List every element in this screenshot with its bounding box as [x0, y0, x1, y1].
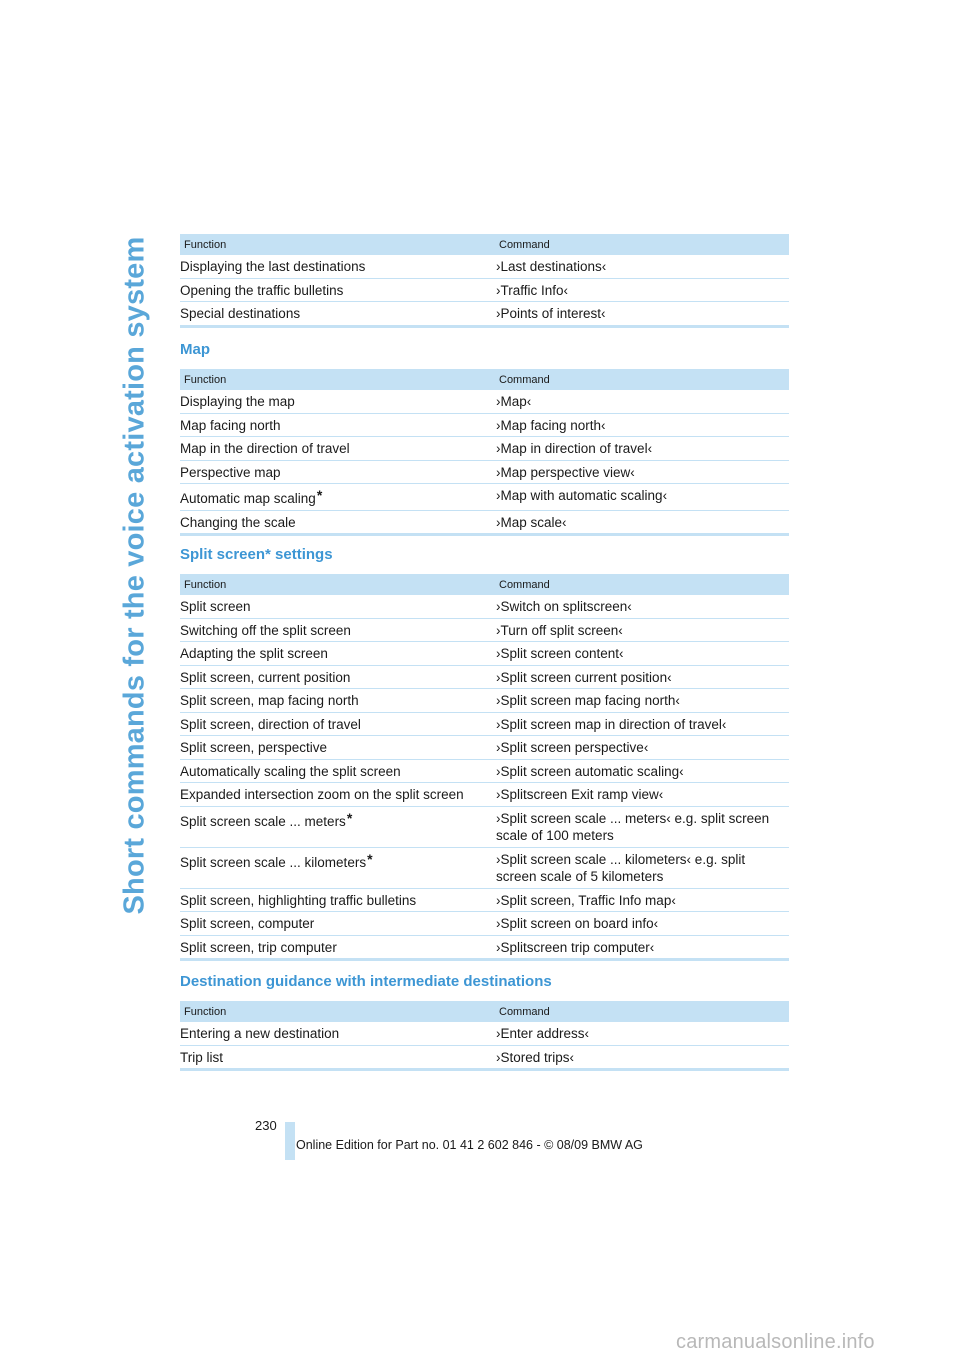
function-cell	[180, 847, 496, 888]
function-cell	[180, 302, 496, 327]
function-text: Split screen, highlighting traffic bulletins	[180, 892, 417, 908]
command-cell: ›Split screen map in direction of travel‹	[496, 712, 789, 736]
function-cell	[180, 665, 496, 689]
column-header-command: Command	[496, 574, 789, 595]
command-cell: ›Stored trips‹	[496, 1045, 789, 1070]
column-header-function: Function	[180, 369, 496, 390]
function-text: Split screen, perspective	[180, 740, 328, 755]
table-row	[180, 510, 789, 535]
command-cell: ›Split screen, Traffic Info map‹	[496, 888, 789, 912]
table-row	[180, 255, 789, 278]
footer-edition-note: Online Edition for Part no. 01 41 2 602 846 - © 08/09 BMW AG	[296, 1138, 643, 1152]
table-row	[180, 413, 789, 437]
command-cell: ›Split screen current position‹	[496, 665, 789, 689]
function-text: Map in the direction of travel	[180, 441, 350, 456]
function-text: Switching off the split screen	[180, 622, 351, 638]
function-text: Perspective map	[180, 464, 281, 480]
command-table	[180, 574, 789, 961]
function-text: Split screen	[180, 599, 251, 614]
table-row	[180, 618, 789, 642]
command-cell: ›Split screen on board info‹	[496, 912, 789, 936]
function-cell	[180, 806, 496, 847]
function-cell	[180, 510, 496, 535]
command-cell: ›Split screen content‹	[496, 642, 789, 666]
function-text: Displaying the last destinations	[180, 259, 366, 274]
command-cell: ›Split screen perspective‹	[496, 736, 789, 760]
command-cell: ›Split screen automatic scaling‹	[496, 759, 789, 783]
function-text: Entering a new destination	[180, 1026, 340, 1041]
function-cell	[180, 460, 496, 484]
table-block-2	[180, 369, 789, 536]
table-header-row	[180, 369, 789, 390]
command-table	[180, 1001, 789, 1071]
function-text: Split screen scale ... meters	[180, 813, 346, 829]
function-cell	[180, 642, 496, 666]
table-row	[180, 437, 789, 461]
column-header-command: Command	[496, 369, 789, 390]
function-cell	[180, 736, 496, 760]
section-heading-destination-guidance: Destination guidance with intermediate destinations	[180, 973, 552, 990]
optional-equipment-asterisk: *	[367, 850, 373, 867]
function-cell	[180, 437, 496, 461]
side-title	[117, 230, 153, 920]
command-cell: ›Traffic Info‹	[496, 278, 789, 302]
table-block-3	[180, 574, 789, 961]
command-cell: ›Map facing north‹	[496, 413, 789, 437]
side-title-text: Short commands for the voice activation system	[118, 236, 151, 914]
command-cell: ›Points of interest‹	[496, 302, 789, 327]
footer-accent-bar	[285, 1122, 295, 1160]
table-block-4	[180, 1001, 789, 1071]
table-row	[180, 460, 789, 484]
table-header-row	[180, 1001, 789, 1022]
table-row	[180, 736, 789, 760]
function-cell	[180, 912, 496, 936]
function-cell	[180, 618, 496, 642]
function-cell	[180, 413, 496, 437]
command-cell: ›Map with automatic scaling‹	[496, 484, 789, 511]
command-cell: ›Turn off split screen‹	[496, 618, 789, 642]
function-cell	[180, 935, 496, 960]
function-text: Trip list	[180, 1049, 223, 1065]
function-cell	[180, 595, 496, 618]
table-row	[180, 847, 789, 888]
command-cell: ›Map scale‹	[496, 510, 789, 535]
optional-equipment-asterisk: *	[316, 487, 323, 503]
function-text: Displaying the map	[180, 394, 295, 409]
function-text: Opening the traffic bulletins	[180, 282, 344, 298]
column-header-command: Command	[496, 234, 789, 255]
function-cell	[180, 255, 496, 278]
table-row	[180, 302, 789, 327]
function-text: Changing the scale	[180, 514, 296, 530]
section-heading-map: Map	[180, 341, 210, 358]
table-row	[180, 595, 789, 618]
table-row	[180, 665, 789, 689]
function-cell	[180, 1022, 496, 1045]
table-header-row	[180, 234, 789, 255]
table-row	[180, 783, 789, 807]
command-cell: ›Enter address‹	[496, 1022, 789, 1045]
function-cell	[180, 390, 496, 413]
function-cell	[180, 278, 496, 302]
function-cell	[180, 888, 496, 912]
function-text: Split screen, current position	[180, 669, 351, 685]
table-row	[180, 759, 789, 783]
command-cell: ›Splitscreen trip computer‹	[496, 935, 789, 960]
table-block-1	[180, 234, 789, 328]
function-text: Split screen, map facing north	[180, 693, 359, 708]
section-heading-split-screen: Split screen* settings	[180, 546, 333, 563]
function-cell	[180, 484, 496, 511]
function-cell	[180, 759, 496, 783]
command-cell: ›Split screen scale ... meters‹ e.g. split screen scale of 100 meters	[496, 806, 789, 847]
column-header-command: Command	[496, 1001, 789, 1022]
page-number: 230	[255, 1118, 277, 1133]
table-row	[180, 1045, 789, 1070]
function-cell	[180, 712, 496, 736]
optional-equipment-asterisk: *	[346, 809, 353, 826]
function-text: Split screen, computer	[180, 916, 315, 931]
command-cell: ›Last destinations‹	[496, 255, 789, 278]
function-cell	[180, 1045, 496, 1070]
function-text: Map facing north	[180, 417, 281, 433]
column-header-function: Function	[180, 1001, 496, 1022]
command-cell: ›Splitscreen Exit ramp view‹	[496, 783, 789, 807]
function-text: Split screen scale ... kilometers	[180, 854, 367, 870]
table-row	[180, 278, 789, 302]
function-cell	[180, 689, 496, 713]
command-cell: ›Split screen map facing north‹	[496, 689, 789, 713]
command-cell: ›Map‹	[496, 390, 789, 413]
function-text: Split screen, trip computer	[180, 939, 337, 955]
function-text: Automatically scaling the split screen	[180, 763, 401, 779]
command-cell: ›Split screen scale ... kilometers‹ e.g. split screen scale of 5 kilometers	[496, 847, 789, 888]
table-row	[180, 390, 789, 413]
table-row	[180, 642, 789, 666]
function-text: Adapting the split screen	[180, 646, 328, 661]
column-header-function: Function	[180, 234, 496, 255]
table-header-row	[180, 574, 789, 595]
table-row	[180, 912, 789, 936]
function-text: Split screen, direction of travel	[180, 716, 361, 732]
function-text: Automatic map scaling	[180, 491, 316, 506]
command-cell: ›Switch on splitscreen‹	[496, 595, 789, 618]
column-header-function: Function	[180, 574, 496, 595]
table-row	[180, 1022, 789, 1045]
command-table	[180, 369, 789, 536]
command-table	[180, 234, 789, 328]
table-row	[180, 888, 789, 912]
table-row	[180, 484, 789, 511]
function-cell	[180, 783, 496, 807]
table-row	[180, 689, 789, 713]
function-text: Expanded intersection zoom on the split screen	[180, 787, 464, 802]
watermark: carmanualsonline.info	[676, 1331, 875, 1353]
command-cell: ›Map perspective view‹	[496, 460, 789, 484]
table-row	[180, 806, 789, 847]
function-text: Special destinations	[180, 306, 301, 321]
command-cell: ›Map in direction of travel‹	[496, 437, 789, 461]
table-row	[180, 935, 789, 960]
table-row	[180, 712, 789, 736]
